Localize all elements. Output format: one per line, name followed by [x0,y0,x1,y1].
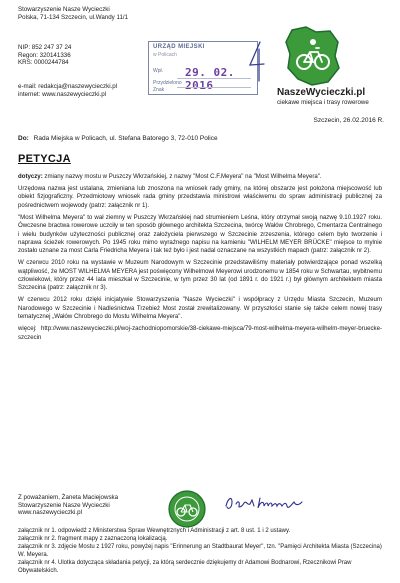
body-paragraph: W czerwcu 2012 roku dzięki inicjatywie Stowarzyszenia "Nasze Wycieczki" i współpracy z Urzędu Miasta Szczecin, Muzeum Narodowego w Szczecinie i Nadleśnictwa Trzebież Most został zrewitalizowany. W przyszłości stanie się także celem nowej trasy tematycznej „Wałów Chrobrego do Mostu Wilhelma Meyera". [18,296,382,321]
org-name: Stowarzyszenie Nasze Wycieczki [18,6,110,13]
signature-website: www.naszewycieczki.pl [18,509,82,517]
org-registration [18,44,158,67]
enclosure-item: załącznik nr 2. fragment mapy z zaznaczoną lokalizacją. [18,535,168,542]
addressee-text: Rada Miejska w Policach, ul. Stefana Batorego 3, 72-010 Police [33,135,218,142]
stamp-line [177,87,251,88]
body-paragraph: W czerwcu 2010 roku na wystawie w Muzeum Narodowym w Szczecinie przedstawiliśmy materiały potwierdzające ponad wszelką wątpliwość, że MOST WILHELMA MEYERA jest poświęcony Wilhelmowi Meyerowi urodzonemu w 1854 roku w Schwartau, wybitnemu człowiekowi, który przez 44 lata mieszkał w Szczecinie, w tym przez 30 lat (od 1891 r. do 1921 r.) był głównym architektem miasta Szczecina (patrz: załącznik nr 3). [18,259,382,292]
document-title: PETYCJA [18,153,71,165]
stamp-subtitle: w Policach [153,52,177,58]
stamp-handled-label: Przydzielono [153,80,182,86]
org-contact [18,83,168,98]
signature-block [18,494,148,517]
subject-line [18,173,382,181]
brand-tagline: ciekawe miejsca i trasy rowerowe [277,99,369,106]
handwritten-signature [222,490,308,516]
org-header [18,6,136,21]
org-address: Polska, 71-134 Szczecin, ul.Wandy 11/1 [18,13,129,21]
letter-date: Szczecin, 26.02.2016 R. [313,117,384,124]
organization-seal-icon [167,489,207,529]
enclosure-item: załącznik nr 3. zdjęcie Mostu z 1927 roku, powyżej napis "Erinnerung an Stadtbaurat Meyer", tzn. "Pamięci Architekta Miasta (Szczecina) W. Meyera. [18,543,382,558]
brand-block [277,87,395,106]
krs-number: KRS: 0000244784 [18,59,69,67]
addressee-label: Do: [18,135,29,142]
stamp-sign-label: Znak [153,87,165,93]
stamp-title: URZĄD MIEJSKI [153,44,205,50]
handwritten-number-mark [244,39,270,83]
addressee-line [18,135,218,142]
subject-text: zmiany nazwy mostu w Puszczy Wkrzańskiej, z nazwy "Most C.F.Meyera" na "Most Wilhelma Meyera". [44,173,322,180]
brand-name: NaszeWycieczki.pl [277,87,366,98]
more-info-line [18,325,382,342]
org-email: e-mail: redakcja@naszewycieczki.pl [18,83,118,90]
body-paragraph: "Most Wilhelma Meyera" to wał ziemny w Puszczy Wkrzańskiej nad strumieniem Leśna, który otrzymał swoją nazwę 9.10.1927 roku. Ówczesne bractwa rowerowe uczciły w ten sposób głównego architekta Szczecina, twórcę Wałów Chrobrego, Cmentarza Centralnego i wielu budynków użyteczności publicznej oraz założyciela pierwszego w Szczecinie zrzeszenia, którego celem było tworzenie i naprawa ścieżek rowerowych. Po 1945 roku mimo wyraźnego napisu na kamieniu "WILHELM MEYER BRÜCKE" miejsce to mylnie zostało uznane za most Carla Friedricha Meyera i tak też było i jest nadal oznaczane na wszystkich mapach (patrz: załącznik nr 2). [18,213,382,255]
body-paragraph: Urzędowa nazwa jest ustalana, zmieniana lub znoszona na wniosek rady gminy, na której obszarze jest położona miejscowość lub obiekt fizjograficzny. Przedmiotowy wniosek rada gminy przedstawia ministrowi właściwemu do spraw administracji publicznej za pośrednictwem wojewody (patrz: załącznik nr 1). [18,185,382,209]
document-body [18,173,382,346]
signature-org: Stowarzyszenie Nasze Wycieczki [18,501,110,509]
signature-greeting: Z poważaniem, Żaneta Maciejowska [18,494,119,501]
received-stamp [148,41,258,95]
stamp-wpl-label: Wpł. [153,68,163,74]
more-info-label: więcej: [18,325,37,333]
nip-number: NIP: 852 247 37 24 [18,44,72,51]
regon-number: Regon: 320141336 [18,51,71,59]
stamp-date: 29. 02. 2016 [185,66,235,92]
org-website: internet: www.naszewycieczki.pl [18,90,107,98]
enclosure-item: załącznik nr 1. odpowiedź z Ministerstwa Spraw Wewnętrznych i Administracji z art. 8 ust. 1 i 2 ustawy. [18,528,291,534]
stamp-line [177,78,251,79]
subject-label: dotyczy: [18,173,43,180]
enclosure-item: załącznik nr 4. Ulotka dotycząca składania petycji, za którą serdecznie dziękujemy dr Adamowi Bodnarowi, Rzecznikowi Praw Obywatelskich. [18,559,352,574]
naszewycieczki-logo-icon [282,24,342,88]
enclosures-list [18,528,384,575]
more-info-url[interactable]: http://www.naszewycieczki.pl/woj-zachodniopomorskie/38-ciekawe-miejsca/79-most-wilhelma-meyera-wilhelm-meyer-bruecke-szczecin [18,325,382,341]
